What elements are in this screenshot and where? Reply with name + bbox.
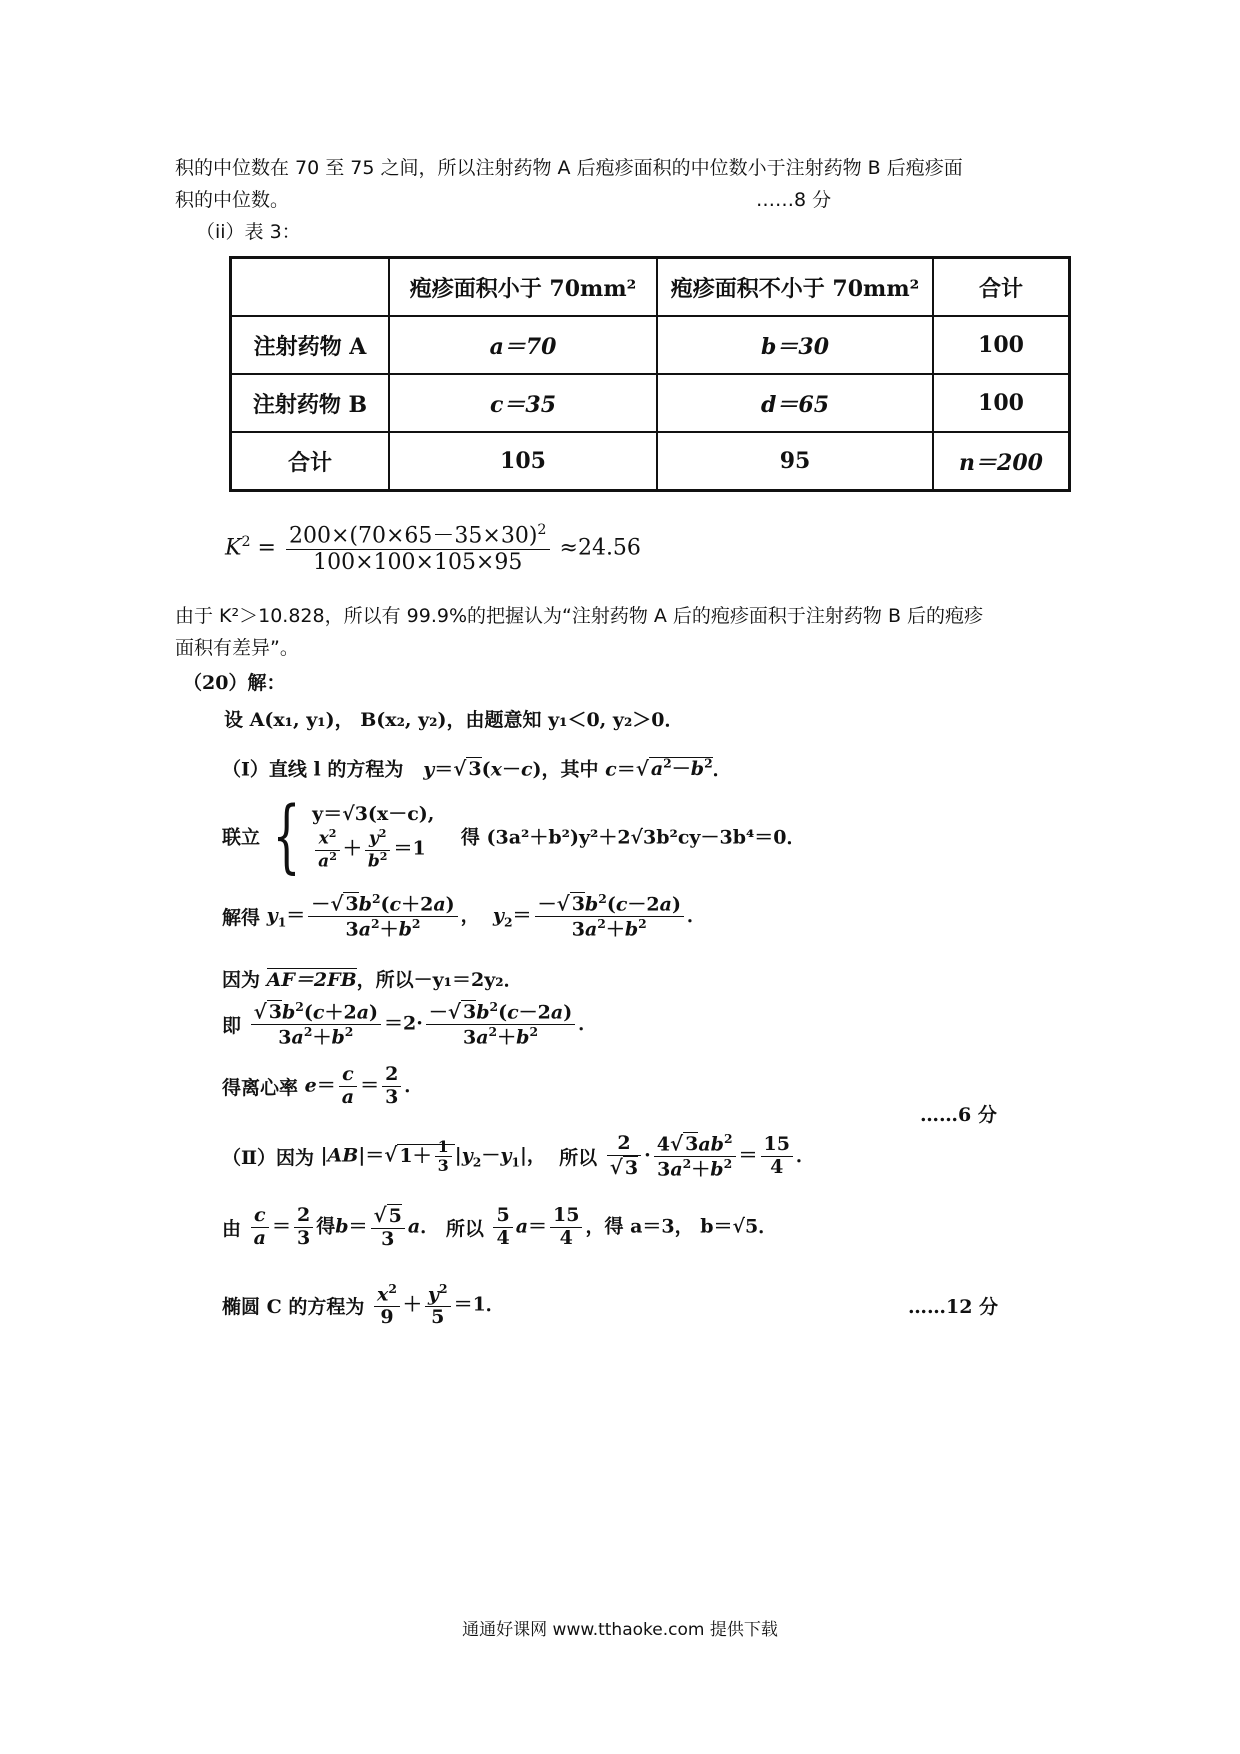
part2-suoyi: 所以: [559, 1147, 598, 1170]
table-row: [231, 432, 1070, 491]
eccentricity-line: 得离心率 e＝ $\frac{c}{a}$ ＝ $\frac{2}{3}$ ．: [222, 1063, 424, 1108]
de-label: 得: [460, 826, 480, 849]
system-result: (3a²＋b²)y²＋2√3b²cy－3b⁴＝0．: [486, 826, 806, 849]
vector-conclusion: ，所以－y₁＝2y₂．: [356, 969, 523, 991]
table-header-row: [231, 258, 1070, 317]
ab-line: 由 $\frac{c}{a}$ ＝ $\frac{2}{3}$ 得b＝ $\frac{√ 5}{3}$ a． 所以 $\frac{5}{4}$ a＝ $\frac{15}{4}$ ，得 a＝3， b＝√5．: [222, 1203, 778, 1250]
table-header-cell: 疱疹面积不小于 70mm²: [657, 258, 933, 317]
you-label: 由: [222, 1217, 242, 1240]
suoyi2-label: 所以: [445, 1217, 484, 1240]
k2-formula: $K^2$ = $\frac{200\times(70\times 65-35\times 30)^2}{100\times 100\times 105\times 95}$ ≈24.56: [225, 522, 641, 575]
ji-line: 即 $\frac{√ 3b^2(c+2a)}{3a^2+b^2}$ ＝2· $\frac{-√ 3b^2(c-2a)}{3a^2+b^2}$ ．: [222, 999, 598, 1049]
q20-setup: 设 A(x₁, y₁)， B(x₂, y₂)，由题意知 y₁＜0, y₂＞0．: [224, 709, 684, 731]
table-cell: n＝200: [933, 432, 1070, 491]
ji-label: 即: [222, 1015, 242, 1038]
part-ii-label: （ii）表 3：: [196, 221, 301, 243]
ecc-label: 得离心率: [222, 1076, 299, 1099]
q20-title: （20）解：: [183, 672, 286, 694]
intro-line-2: 积的中位数。: [175, 189, 290, 211]
table-cell: 105: [389, 432, 657, 491]
table-header-cell: [231, 258, 390, 317]
conclusion-line-1: 由于 K²＞10.828，所以有 99.9%的把握认为“注射药物 A 后的疱疹面积于注射药物 B 后的疱疹: [175, 605, 984, 627]
de-b-label: 得: [316, 1215, 336, 1238]
k2-lhs: K: [225, 535, 242, 561]
table-cell: 95: [657, 432, 933, 491]
part2-line: （Ⅱ）因为 |AB|＝√ 1＋ $\frac{1}{3}$ $|y_2-y_1|$， 所以 $\frac{2}{√ 3}$ · $\frac{4√ 3ab^2}{3a^2+b^2}$ ＝ $\frac{15}{4}$ ．: [222, 1131, 816, 1181]
table-cell: a＝70: [389, 316, 657, 374]
table-header-cell: 疱疹面积小于 70mm²: [389, 258, 657, 317]
vector-equation: AF＝2FB: [266, 969, 357, 991]
ellipse-label: 椭圆 C 的方程为: [222, 1296, 365, 1319]
ellipse-line: 椭圆 C 的方程为 $\frac{x^2}{9}$ ＋ $\frac{y^2}{5}$ ＝1．: [222, 1281, 505, 1329]
score-12: ……12 分: [908, 1296, 999, 1318]
system-eq-1: y＝√3(x－c),: [312, 803, 435, 826]
ab-result: ，得 a＝3， b＝√5．: [585, 1215, 778, 1238]
table-cell: d＝65: [657, 374, 933, 432]
yinwei-label: 因为: [222, 969, 261, 991]
footer-text: 通通好课网 www.tthaoke.com 提供下载: [462, 1620, 778, 1640]
intro-line-1: 积的中位数在 70 至 75 之间，所以注射药物 A 后疱疹面积的中位数小于注射药物 B 后疱疹面: [175, 157, 963, 179]
table-row: [231, 374, 1070, 432]
score-6: ……6 分: [920, 1104, 997, 1126]
table-cell: 合计: [231, 432, 390, 491]
table-header-cell: 合计: [933, 258, 1070, 317]
score-8: ……8 分: [756, 189, 832, 211]
table-3: [229, 256, 1071, 492]
part1-label: （Ⅰ）直线 l 的方程为: [222, 758, 404, 781]
table-cell: 100: [933, 374, 1070, 432]
table-cell: 100: [933, 316, 1070, 374]
k2-numerator: 200×(70×65－35×30): [288, 523, 538, 549]
table-row: [231, 316, 1070, 374]
system-line: 联立 { y＝√3(x－c), $\frac{x^2}{a^2}$ ＋ $\frac{y^2}{b^2}$ ＝1 得 (3a²＋b²)y²＋2√3b²cy－3b⁴＝0．: [222, 789, 806, 882]
k2-denominator: 100×100×105×95: [313, 549, 523, 575]
k2-result: ≈24.56: [559, 535, 641, 561]
jiede-label: 解得: [222, 907, 261, 930]
solved-line: 解得 $y_1=$ $\frac{-√ 3b^2(c+2a)}{3a^2+b^2}$ ， $y_2=$ $\frac{-√ 3b^2(c-2a)}{3a^2+b^2}$ ．: [222, 891, 706, 941]
table-cell: 注射药物 B: [231, 374, 390, 432]
part1-line: （Ⅰ）直线 l 的方程为 y＝√ 3(x－c)，其中 c＝√ $a^2-b^2$．: [222, 756, 732, 781]
vector-line: [222, 964, 523, 996]
table-cell: 注射药物 A: [231, 316, 390, 374]
part2-label: （Ⅱ）因为: [222, 1147, 315, 1170]
table-cell: b＝30: [657, 316, 933, 374]
table-cell: c＝35: [389, 374, 657, 432]
lianli-label: 联立: [222, 826, 261, 849]
conclusion-line-2: 面积有差异”。: [175, 637, 299, 659]
